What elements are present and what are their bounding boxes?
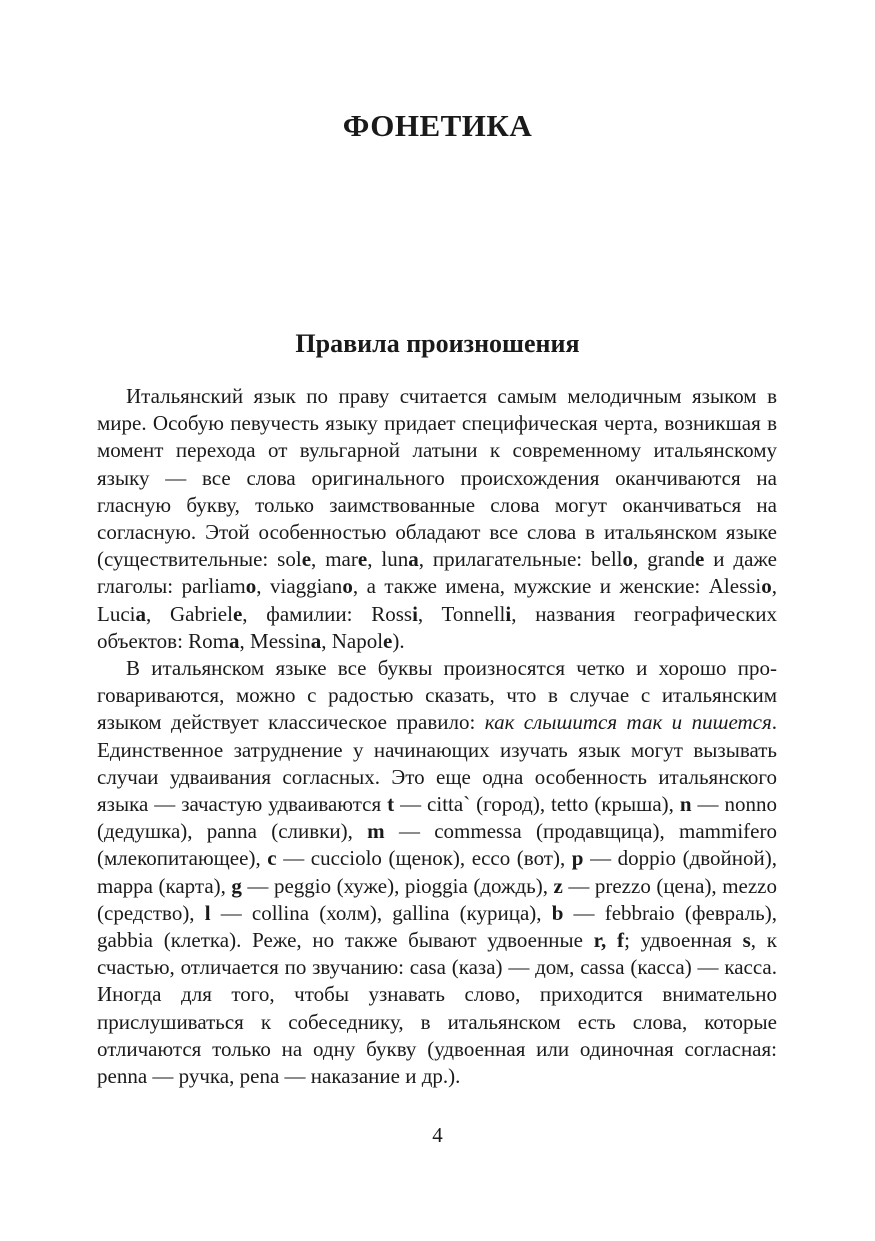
text-run: , viaggian (256, 574, 343, 599)
text-run: и даже глаголы: parliam (97, 547, 777, 599)
bold-run: e (301, 547, 312, 572)
text-run: — peggio (хуже), pioggia (дождь), (241, 873, 554, 898)
bold-run: e (695, 547, 705, 572)
page-number: 4 (432, 1123, 443, 1147)
text-run: ; удвоенная (624, 928, 743, 953)
bold-run: a (310, 628, 322, 653)
text-run: — prezzo (цена), mezzo (средство), (97, 873, 777, 925)
text-run: ). (392, 628, 405, 653)
bold-run: n (679, 792, 692, 817)
bold-run: z (553, 873, 563, 898)
bold-run: l (204, 900, 211, 925)
text-run: , к счастью, отличается по звучанию: casa (каза) — дом, cassa (касса) — касса. Иногда для того, чтобы узнавать слово, приходится внимательно прислушиваться к собеседнику, в итальянском есть слова, которые отличаются только на одну букву (удвоенная или одиночная согласная: penna — ручка, pena — наказание и др.). (97, 928, 777, 1089)
chapter-title: ФОНЕТИКА (342, 108, 533, 143)
text-run: , а также имена, мужские и женские: Alessi (352, 574, 762, 599)
bold-run: i (412, 601, 418, 626)
bold-run: t (387, 792, 395, 817)
text-run: — doppio (двойной), mappa (карта), (97, 846, 777, 898)
text-run: — nonno (дедушка), panna (сливки), (97, 792, 777, 844)
bold-run: a (408, 547, 419, 572)
bold-run: c (267, 846, 277, 871)
section-title: Правила произношения (295, 329, 580, 358)
bold-run: p (571, 846, 584, 871)
bold-run: o (761, 574, 772, 599)
bold-run: g (231, 873, 242, 898)
text-run: , Napol (321, 628, 384, 653)
text-run: — collina (холм), gallina (курица), (210, 900, 552, 925)
text-run: , фамилии: Ross (242, 601, 413, 626)
text-run: , Gabriel (145, 601, 233, 626)
paragraph (97, 383, 777, 655)
text-run: , Tonnell (417, 601, 506, 626)
italic-run: как слышится так и пишется (484, 710, 772, 735)
bold-run: r, f (593, 928, 625, 953)
text-run: — cucciolo (щенок), ecco (вот), (276, 846, 572, 871)
bold-run: o (245, 574, 257, 599)
bold-run: e (232, 601, 243, 626)
text-run: , lun (367, 547, 409, 572)
bold-run: m (367, 819, 385, 844)
bold-run: e (357, 547, 368, 572)
bold-run: s (742, 928, 751, 953)
text-run: — citta` (город), tetto (крыша), (394, 792, 680, 817)
bold-run: o (342, 574, 353, 599)
text-run: Итальянский язык по праву считается самым мелодичным языком в мире. Особую певучесть языку придает специфическая черта, возникшая в момент перехода от вульгарной латыни к современному итальянскому языку — все слова оригинального происхождения оканчиваются на гласную букву, только заимствованные слова могут оканчиваться на согласную. Этой особенностью обладают все слова в итальянском языке (существительные: sol (97, 384, 777, 572)
bold-run: a (229, 628, 240, 653)
text-run: — febbraio (февраль), gabbia (клетка). Реже, но также бывают удвоенные (97, 900, 777, 953)
text-run: В итальянском языке все буквы произносятся четко и хорошо проговариваются, можно с радостью сказать, что в случае с итальянским языком действует классическое правило: (97, 656, 777, 735)
bold-run: e (383, 628, 393, 653)
body-text (97, 383, 777, 1090)
bold-run: i (505, 601, 512, 626)
paragraph (97, 655, 777, 1090)
text-run: . Единственное затруднение у начинающих изучать язык могут вызывать случаи удваивания согласных. Это еще одна особенность итальянского языка — зачастую удваиваются (97, 710, 777, 817)
text-run: , Messin (239, 628, 311, 653)
text-run: , Luci (97, 574, 777, 626)
bold-run: o (622, 547, 634, 572)
bold-run: a (135, 601, 146, 626)
text-run: , mar (311, 547, 358, 572)
bold-run: b (551, 900, 564, 925)
text-run: , прилагательные: bell (418, 547, 623, 572)
text-run: — commessa (продавщица), mammifero (млекопитающее), (97, 819, 777, 871)
text-run: , grand (633, 547, 696, 572)
text-run: , названия географических объектов: Rom (97, 601, 777, 653)
